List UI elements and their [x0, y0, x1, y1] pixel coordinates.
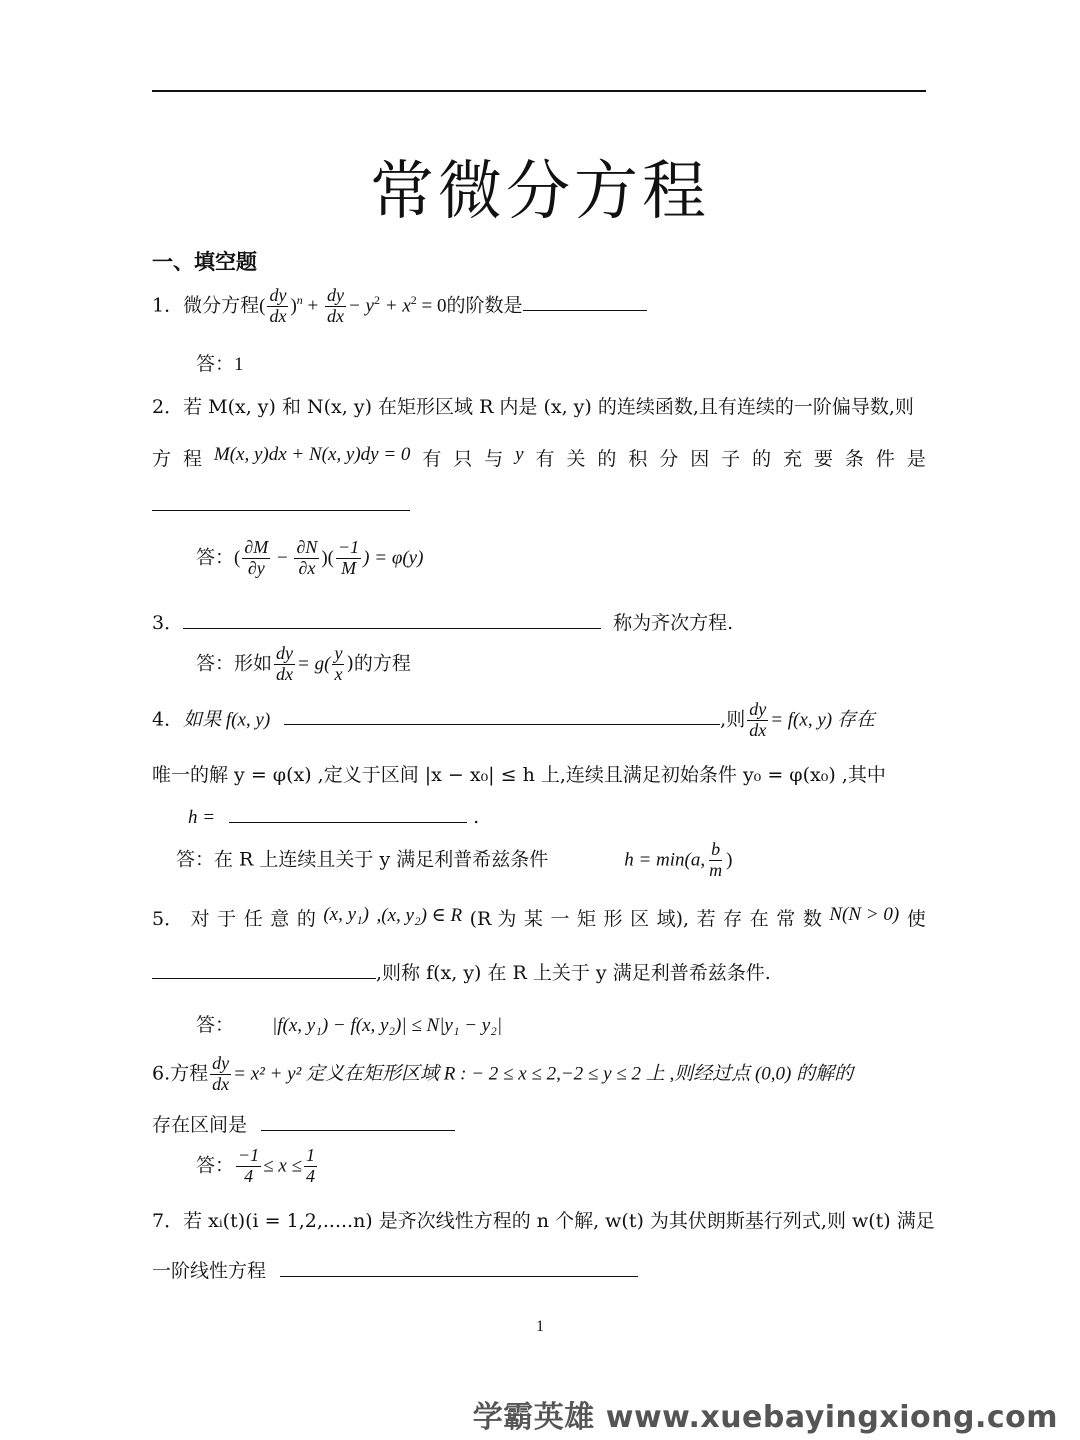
- answer-blank[interactable]: [261, 1129, 455, 1131]
- fraction-dy-dx-2: $\frac{dy}{dx}$: [326, 285, 344, 326]
- answer-blank[interactable]: [152, 977, 376, 979]
- question-2-line-2: 方 程 M(x, y)dx + N(x, y)dy = 0 有 只 与 y 有 关 的 积 分 因 子 的 充 要 条 件 是: [152, 444, 926, 470]
- answer-blank[interactable]: [152, 509, 410, 511]
- watermark-footer: 学霸英雄 www.xuebayingxiong.com: [472, 1400, 1058, 1435]
- fraction-dy-dx: $\frac{dy}{dx}$: [269, 285, 287, 326]
- answer-blank[interactable]: [280, 1275, 638, 1277]
- question-4-line-2: 唯一的解 y = φ(x) ,定义于区间 |x − x₀| ≤ h 上,连续且满足初始条件 y₀ = φ(x₀) ,其中: [152, 764, 886, 786]
- answer-6: 答： $\frac{-1}{4}$ ≤ x ≤ $\frac{1}{4}$: [196, 1145, 315, 1186]
- question-2-blank-line: [152, 494, 410, 516]
- question-7-line-2: 一阶线性方程: [152, 1256, 638, 1283]
- question-5-line-2: ,则称 f(x, y) 在 R 上关于 y 满足利普希兹条件.: [152, 958, 771, 985]
- header-rule: [152, 90, 926, 92]
- question-3: 3． 称为齐次方程.: [152, 612, 734, 634]
- question-4-line-1: 4．如果 f(x, y) ,则 $\frac{dy}{dx}$ = f(x, y) 存在: [152, 699, 875, 740]
- question-1: 1．微分方程( $\frac{dy}{dx}$ )$^n$ + $\frac{dy}{dx}$ − $y^2 + x^2 = 0$的阶数是: [152, 286, 647, 327]
- question-6-line-2: 存在区间是: [152, 1110, 455, 1137]
- answer-4: 答：在 R 上连续且关于 y 满足利普希兹条件 h = min(a, $\frac{b}{m}$ ): [176, 839, 733, 880]
- answer-blank[interactable]: [183, 627, 601, 629]
- answer-2: 答：( $\frac{\partial M}{\partial y}$ − $\frac{\partial N}{\partial x}$ )( $\frac{-1}{M}$ ) = φ(y): [196, 537, 424, 578]
- question-2-line-1: 2．若 M(x, y) 和 N(x, y) 在矩形区域 R 内是 (x, y) 的连续函数,且有连续的一阶偏导数,则: [152, 396, 914, 418]
- answer-5: 答： |f(x, y₁) − f(x, y₂)| ≤ N|y₁ − y₂|: [196, 1014, 503, 1036]
- answer-3: 答：形如 $\frac{dy}{dx}$ = g( $\frac{y}{x}$ )的方程: [196, 643, 411, 684]
- section-heading: 一、填空题: [152, 250, 257, 274]
- question-7-line-1: 7．若 xᵢ(t)(i = 1,2,.....n) 是齐次线性方程的 n 个解, w(t) 为其伏朗斯基行列式,则 w(t) 满足: [152, 1210, 935, 1232]
- answer-1: 答：1: [196, 353, 244, 375]
- page-number: 1: [536, 1318, 544, 1335]
- question-6-line-1: 6.方程 $\frac{dy}{dx}$ = x² + y² 定义在矩形区域 R : − 2 ≤ x ≤ 2,−2 ≤ y ≤ 2 上 ,则经过点 (0,0) 的解的: [152, 1053, 854, 1094]
- answer-blank[interactable]: [229, 821, 467, 823]
- answer-blank[interactable]: [523, 309, 647, 311]
- answer-blank[interactable]: [284, 723, 720, 725]
- page-title: 常微分方程: [370, 155, 710, 229]
- question-5-line-1: 5． 对 于 任 意 的 (x, y₁) ,(x, y₂) ∈ R (R 为 某 一 矩 形 区 域), 若 存 在 常 数 N(N > 0) 使: [152, 904, 926, 930]
- question-4-line-3: h = .: [188, 806, 480, 828]
